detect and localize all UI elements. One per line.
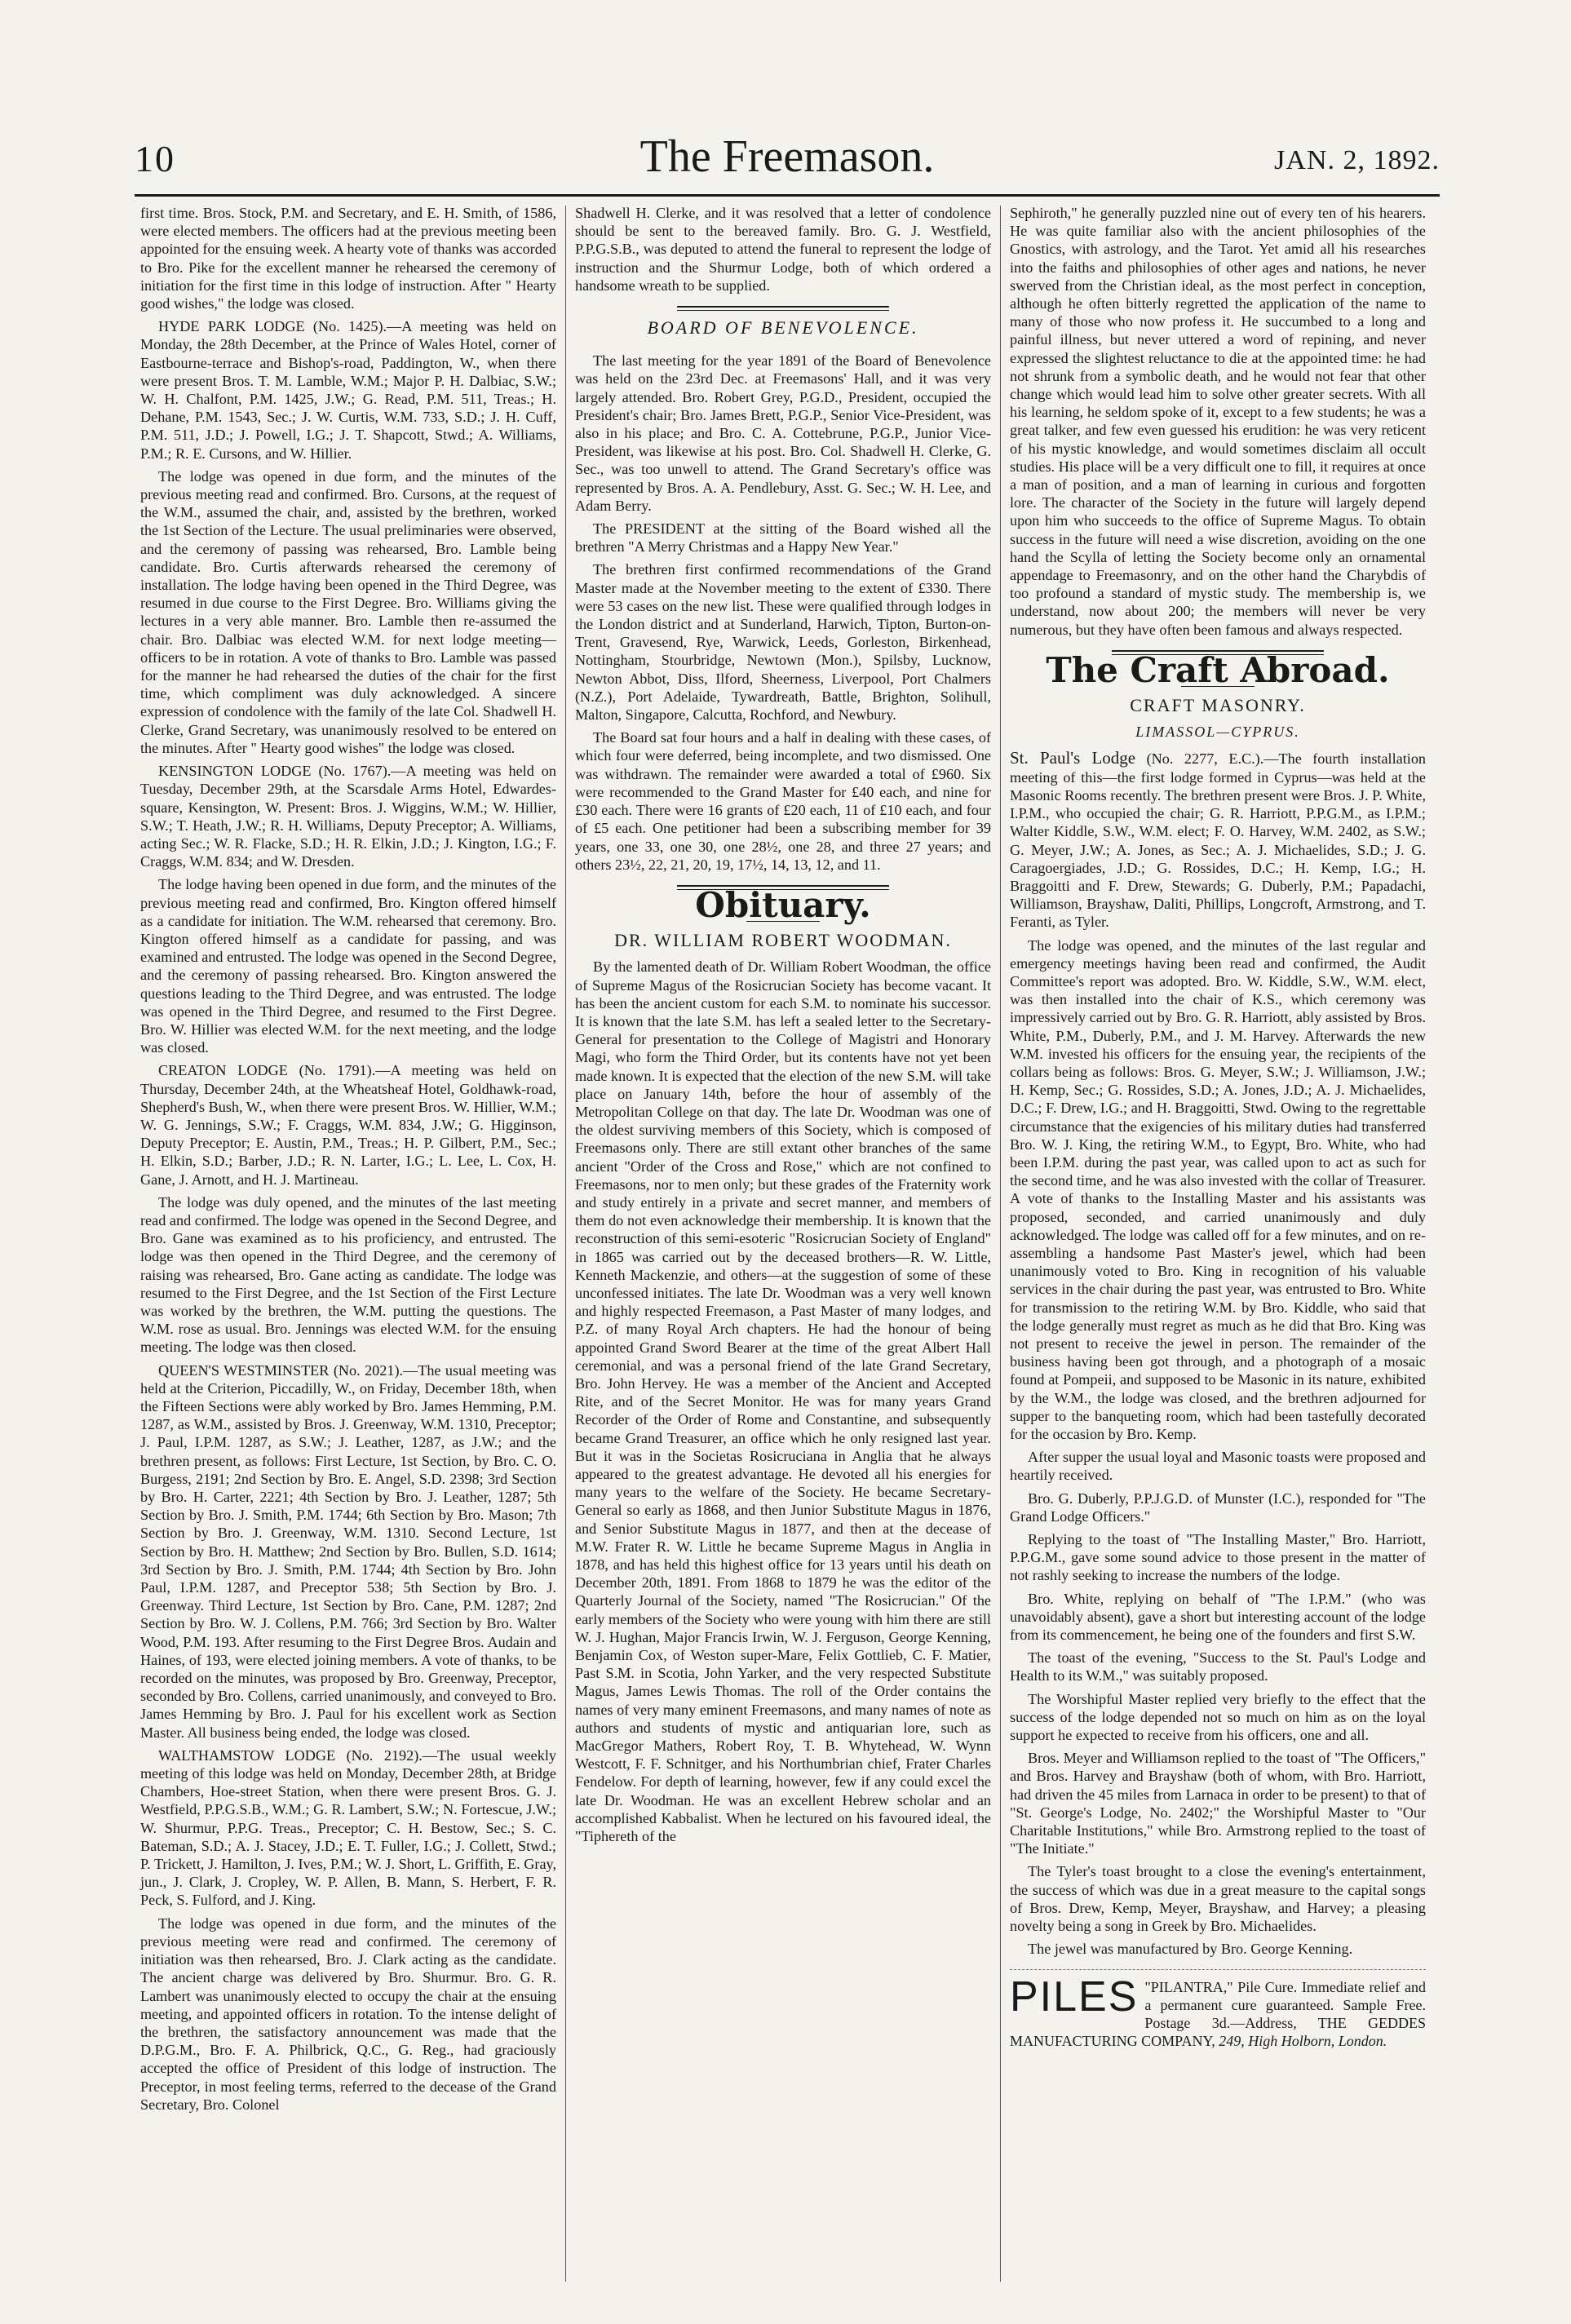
masthead-rule <box>135 194 1440 197</box>
abroad-paragraph: The lodge was opened, and the minutes of the last regular and emergency meetings having been read and confirmed, the Audit Committee's report was adopted. Bro. W. Kiddle, S.W., W.M. elect, was then installed into the chair of K.S., which ceremony was impressively carried out by Bro. G. R. Harriott, ably assisted by Bros. White, P.M., Duberly, P.M., and J. M. Harvey. Afterwards the new W.M. invested his officers for the ensuing year, the recipients of the collars being as follows: Bros. G. Meyer, S.W.; J. Williamson, J.W.; H. Kemp, Sec.; G. Rossides, S.D.; A. Jones, J.D.; A. J. Michaelides, D.C.; F. Drew, I.G.; and H. Braggoitti, Stwd. Owing to the regrettable circumstance that the exigencies of his military duties had transferred Bro. W. J. King, the retiring W.M., to Egypt, Bro. White, who had been I.P.M. during the past year, was called upon to act as such for the second time, and he was also invested with the collar of Treasurer. A vote of thanks to the Installing Master and his assistants was proposed, seconded, and carried unanimously and duly acknowledged. The lodge was called off for a few minutes, and on re-assembling a handsome Past Master's jewel, which had been unanimously voted to Bro. King in recognition of his valuable services in the chair during the past year, was entrusted to Bro. White for transmission to the retiring W.M. by Bro. Kiddle, who said that the lodge generally must regret as much as he did that Bro. King was not present to receive the jewel in person. The remainder of the business having been got through, and a photograph of a mosaic found at Pompeii, and supposed to be Masonic in its nature, exhibited by the W.M., the lodge was closed, and the brethren adjourned for supper to the banqueting room, which had been tastefully decorated for the occasion by Bro. Kemp. <box>1010 936 1426 1442</box>
lodge-number: (No. 2277, E.C.). <box>1146 750 1264 768</box>
abroad-paragraph: The jewel was manufactured by Bro. George Kenning. <box>1028 1941 1353 1958</box>
column-1 <box>140 204 556 2118</box>
obituary-paragraph: By the lamented death of Dr. William Robert Woodman, the office of Supreme Magus of the Rosicrucian Society has become vacant. It has been the ancient custom for each S.M. to nominate his successor. It is known that the late S.M. has left a sealed letter to the Secretary-General for presentation to the College of Magistri and Honorary Magi, who form the Third Order, but its contents have not yet been made known. It is expected that the election of the new S.M. will take place on January 14th, before the hour of assembly of the Metropolitan College on that day. The late Dr. Woodman was one of the oldest surviving members of this Society, which is composed of Freemasons only. There are still extant other branches of the same ancient "Order of the Cross and Rose," which are not confined to Freemasons, nor to men only; but these grades of the Fraternity work and study entirely in a private and secret manner, and members of them do not even acknowledge their membership. It is known that the reconstruction of this semi-esoteric "Rosicrucian Society of England" in 1865 was carried out by the deceased brothers—R. W. Little, Kenneth Mackenzie, and others—at the suggestion of some of these unconfessed initiates. The late Dr. Woodman was a very well known and highly respected Freemason, a Past Master of many lodges, and P.Z. of many Royal Arch chapters. He had the honour of being appointed Grand Sword Bearer at the time of the great Albert Hall ceremonial, and was a personal friend of the late Grand Secretary, Bro. John Hervey. He was a member of the Ancient and Accepted Rite, and of the Secret Monitor. He was for many years Grand Recorder of the Order of Rome and Constantine, and subsequently became Grand Treasurer, an office which he only resigned last year. But it was in the Societas Rosicruciana in Anglia that he always appeared to the greatest advantage. He devoted all his energies for many years to the welfare of the Society. He became Secretary-General so early as 1868, and then Junior Substitute Magus in 1876, and Senior Substitute Magus in 1877, and then at the decease of M.W. Frater R. W. Little he became Supreme Magus in Anglia in 1878, and has held this highest office for 13 years until his death on December 20th, 1891. From 1868 to 1879 he was the editor of the Quarterly Journal of the Society, named "The Rosicrucian." Of the early members of the Society who were young with him there are still W. J. Hughan, Major Francis Irwin, W. J. Ferguson, George Kenning, Benjamin Cox, of Weston super-Mare, Felix Gottlieb, C. F. Matier, Past S.M. in Scotia, John Yarker, and the very respected Substitute Magus, James Lewis Thomas. The roll of the Order contains the names of very many eminent Freemasons, and many names of note as authors and students of mystic and antiquarian lore, such as MacGregor Mathers, Robert Roy, T. B. Whytehead, W. Wynn Westcott, F. F. Schnitger, and his Northumbrian chief, Frater Charles Fendelow. For depth of learning, however, few if any could excel the late Dr. Woodman. He was an excellent Hebrew scholar and an accomplished Kabbalist. When he lectured on his favoured ideal, the "Tiphereth of the <box>575 958 991 1845</box>
abroad-paragraph: The Worshipful Master replied very briefly to the effect that the success of the lodge depended not so much on him as on the loyal support he expected to receive from his officers, one and all. <box>1010 1690 1426 1744</box>
obituary-subheading: DR. WILLIAM ROBERT WOODMAN. <box>614 930 952 951</box>
lodge-report: CREATON LODGE (No. 1791).—A meeting was held on Thursday, December 24th, at the Wheatsheaf Hotel, Goldhawk-road, Shepherd's Bush, W., when there were present Bros. W. Hillier, W.M.; W. G. Jennings, S.W.; F. Craggs, W.M. 834, J.W.; G. Higginson, Deputy Preceptor; E. Austin, P.M., Treas.; H. P. Gilbert, P.M., Sec.; H. Elkin, S.D.; Barber, J.D.; R. N. Larter, I.G.; L. Lee, L. Cox, H. Gane, J. Arnott, and H. J. Martineau. <box>140 1062 556 1188</box>
lodge-title: St. Paul's Lodge <box>1010 748 1136 768</box>
article-paragraph: The lodge was opened in due form, and the minutes of the previous meeting were read and confirmed. The ceremony of initiation was then rehearsed, Bro. J. Clark acting as the candidate. The ancient charge was delivered by Bro. Shurmur. Bro. G. R. Lambert was unanimously elected to occupy the chair at the ensuing meeting, and appointed officers in rotation. To the intense delight of the brethren, the satisfactory announcement was made that the D.P.G.M., Bro. F. A. Philbrick, Q.C., G. Reg., had graciously accepted the office of President of this lodge of instruction. The Preceptor, in most feeling terms, referred to the decease of the Grand Secretary, Bro. Colonel <box>140 1915 556 2113</box>
article-paragraph: The lodge having been opened in due form, and the minutes of the previous meeting read and confirmed, Bro. Kington offered himself as a candidate for initiation. The W.M. rehearsed that ceremony. Bro. Kington offered himself as a candidate for passing, and was examined and entrusted. The lodge was opened in the Second Degree, and the ceremony of passing rehearsed. Bro. Kington answered the questions leading to the Third Degree, and was entrusted. The lodge was opened in the Third Degree, and resumed to the First Degree. Bro. W. Hillier was elected W.M. for the next meeting, and the lodge was closed. <box>140 876 556 1056</box>
masthead <box>135 131 1440 196</box>
benevolence-heading: BOARD OF BENEVOLENCE. <box>647 317 919 339</box>
issue-date: JAN. 2, 1892. <box>1274 145 1440 175</box>
advert-big-word: PILES <box>1010 1973 1139 2021</box>
abroad-paragraph: —The fourth installation meeting of this—the first lodge formed in Cyprus—was held at the Masonic Rooms recently. The brethren present were Bros. J. P. White, I.P.M., who occupied the chair; G. R. Harriott, P.P.G.M., as I.P.M.; Walter Kiddle, S.W., W.M. elect; F. O. Harvey, W.M. 2402, as S.W.; G. Meyer, J.W.; A. Jones, as Sec.; A. J. Michaelides, S.D.; J. G. Caragoergiades, J.D.; G. Rossides, D.C.; H. Kemp, I.G.; H. Braggoitti and F. Drew, Stewards; G. Duberly, P.M.; Papadachi, Williamson, Brayshaw, Daliti, Phillips, Longcroft, Armstrong, and T. Feranti, as Tyler. <box>1010 750 1427 931</box>
abroad-paragraph: Bro. White, replying on behalf of "The I.P.M." (who was unavoidably absent), gave a short but interesting account of the lodge from its commencement, he being one of the founders and first S.W. <box>1010 1590 1426 1644</box>
column-divider <box>565 206 566 2282</box>
abroad-paragraph: The Tyler's toast brought to a close the evening's entertainment, the success of which was due in a great measure to the capital songs of Bros. Drew, Kemp, Meyer, Brayshaw, and Harvey; a pleasing novelty being a song in Greek by Bro. Michaelides. <box>1010 1863 1426 1935</box>
lodge-report: WALTHAMSTOW LODGE (No. 2192).—The usual weekly meeting of this lodge was held on Monday, December 28th, at Bridge Chambers, Hoe-street Station, when there were present Bros. G. J. Westfield, P.P.G.S.B., W.M.; G. R. Lambert, S.W.; N. Fortescue, J.W.; W. Shurmur, P.P.G. Treas., Preceptor; C. H. Bestow, Sec.; S. C. Bateman, S.D.; A. J. Stacey, J.D.; E. T. Fuller, I.G.; J. Collett, Stwd.; P. Trickett, J. Hamilton, J. Ives, P.M.; W. J. Short, L. Griffith, E. Gray, jun., J. Clark, J. Cropley, W. P. Allen, B. Mann, S. Herbert, F. R. Peck, S. Fulford, and J. King. <box>140 1746 556 1909</box>
advert-text: "PILANTRA," Pile Cure. Immediate relief and a permanent cure guaranteed. Sample Free. Postage 3d.—Address, THE GEDDES MANUFACTURING COMPANY, <box>1010 1979 1426 2050</box>
newspaper-title: The Freemason. <box>639 131 935 182</box>
benevolence-paragraph: The Board sat four hours and a half in dealing with these cases, of which four were deferred, being incomplete, and two dismissed. One was withdrawn. The remainder were awarded a total of £960. Six were recommended to the Grand Master for £40 each, and nine for £30 each. There were 16 grants of £20 each, 11 of £10 each, and four of £5 each. One petitioner had been a subscribing member for 39 years, one 33, one 30, one 28½, one 28, and three 27 years; and others 23½, 22, 21, 20, 19, 17½, 14, 13, 12, and 11. <box>575 729 991 873</box>
obituary-heading: Obituary. <box>695 884 871 925</box>
column-divider <box>1000 206 1001 2282</box>
lodge-report: KENSINGTON LODGE (No. 1767).—A meeting was held on Tuesday, December 29th, at the Scarsdale Arms Hotel, Edwardes-square, Kensington, W. Present: Bros. J. Wiggins, W.M.; W. Hillier, S.W.; T. Heath, J.W.; R. H. Williams, Deputy Preceptor; A. Williams, acting Sec.; W. R. Flacke, S.D.; H. R. Elkin, J.D.; J. Kington, I.G.; F. Craggs, W.M. 834; and W. Dresden. <box>140 763 556 870</box>
craft-masonry-subheading: CRAFT MASONRY. <box>1130 695 1306 716</box>
piles-advertisement <box>1010 1969 1426 2050</box>
place-heading: LIMASSOL—CYPRUS. <box>1135 724 1300 741</box>
craft-abroad-heading: The Craft Abroad. <box>1046 649 1390 690</box>
page-number: 10 <box>135 138 175 179</box>
article-paragraph: first time. Bros. Stock, P.M. and Secretary, and E. H. Smith, of 1586, were elected members. The officers had at the previous meeting been appointed for the ensuing week. A hearty vote of thanks was accorded to Bro. Pike for the excellent manner he rehearsed the ceremony of initiation for the first time in this lodge of instruction. After " Hearty good wishes," the lodge was closed. <box>140 205 556 312</box>
abroad-paragraph: After supper the usual loyal and Masonic toasts were proposed and heartily received. <box>1010 1449 1426 1484</box>
abroad-paragraph: Replying to the toast of "The Installing Master," Bro. Harriott, P.P.G.M., gave some sound advice to those present in the matter of not rashly seeking to increase the numbers of the lodge. <box>1010 1531 1426 1584</box>
benevolence-paragraph: The PRESIDENT at the sitting of the Board wished all the brethren "A Merry Christmas and a Happy New Year." <box>575 520 991 556</box>
lodge-report: QUEEN'S WESTMINSTER (No. 2021).—The usual meeting was held at the Criterion, Piccadilly, W., on Friday, December 18th, when the Fifteen Sections were ably worked by Bro. James Hemming, P.M. 1287, as W.M., assisted by Bros. J. Greenway, W.M. 1310, Preceptor; J. Paul, I.P.M. 1287, as S.W.; J. Leather, 1287, as J.W.; and the brethren present, as follows: First Lecture, 1st Section, by Bro. C. O. Burgess, 2191; 2nd Section by Bro. E. Angel, S.D. 2398; 3rd Section by Bro. H. Carter, 2221; 4th Section by Bro. J. Leather, 1287; 5th Section by Bro. J. Smith, P.M. 1744; 6th Section by Bro. Mason; 7th Section by Bro. J. Greenway, W.M. 1310. Second Lecture, 1st Section by Bro. H. Matthew; 2nd Section by Bro. Bullen, S.D. 1614; 3rd Section by Bro. J. Smith, P.M. 1744; 4th Section by Bro. John Paul, I.P.M. 1287, and Preceptor 538; 5th Section by Bro. J. Greenway. Third Lecture, 1st Section by Bro. Cane, P.M. 1287; 2nd Section by Bro. W. J. Collens, P.M. 766; 3rd Section by Bro. Walter Wood, P.M. 193. After resuming to the First Degree Bros. Audain and Haines, of 193, were elected joining members. A vote of thanks, to be recorded on the minutes, was proposed by Bro. Greenway, Preceptor, seconded by Bro. Collens, carried unanimously, and conveyed to Bro. James Hemming by Bro. J. Paul for his excellent work as Section Master. All business being ended, the lodge was closed. <box>140 1361 556 1741</box>
abroad-paragraph: Bros. Meyer and Williamson replied to the toast of "The Officers," and Bros. Harvey and Brayshaw (both of whom, with Bro. Harriott, had driven the 45 miles from Larnaca in order to be present) to that of "St. George's Lodge, No. 2402;" the Worshipful Master to "Our Charitable Institutions," while Bro. Armstrong replied to the toast of "The Initiate." <box>1010 1750 1426 1857</box>
article-paragraph: Shadwell H. Clerke, and it was resolved that a letter of condolence should be sent to the bereaved family. Bro. G. J. Westfield, P.P.G.S.B., was deputed to attend the funeral to represent the lodge of instruction and the Shurmur Lodge, both of which ordered a handsome wreath to be supplied. <box>575 205 991 294</box>
column-2 <box>575 204 991 1850</box>
lodge-report: HYDE PARK LODGE (No. 1425).—A meeting was held on Monday, the 28th December, at the Prince of Wales Hotel, corner of Eastbourne-terrace and Bishop's-road, Paddington, W., when there were present Bros. T. M. Lamble, W.M.; Major P. H. Dalbiac, S.W.; W. H. Chalfont, P.M. 1425, J.W.; G. Read, P.M. 511, Treas.; H. Dehane, P.M. 1543, Sec.; J. W. Curtis, W.M. 733, S.D.; J. H. Cuff, P.M. 511, J.D.; J. Powell, I.G.; J. T. Shapcott, Stwd.; A. Williams, P.M.; R. E. Cursons, and W. Hillier. <box>140 318 556 462</box>
article-paragraph: The lodge was opened in due form, and the minutes of the previous meeting read and confirmed. Bro. Cursons, at the request of the W.M., assumed the chair, and, assisted by the brethren, worked the 1st Section of the Lecture. The usual preliminaries were observed, and the ceremony of passing was rehearsed, Bro. Lamble being candidate. Bro. Curtis afterwards rehearsed the ceremony of installation. The lodge having been opened in the Third Degree, was resumed in due course to the First Degree. Bro. Williams giving the lectures in a very able manner. Bro. Lamble then re-assumed the chair. Bro. Dalbiac was elected W.M. for next lodge meeting—officers to be in rotation. A vote of thanks to Bro. Lamble was passed for the manner he had rehearsed the duties of the chair for the first time, which compliment was duly acknowledged. A sincere expression of condolence with the family of the late Col. Shadwell H. Clerke, Grand Secretary, was unanimously resolved to be entered on the minutes. After " Hearty good wishes" the lodge was closed. <box>140 467 556 756</box>
benevolence-paragraph: The last meeting for the year 1891 of the Board of Benevolence was held on the 23rd Dec. at Freemasons' Hall, and it was very largely attended. Bro. Robert Grey, P.G.D., President, occupied the President's chair; Bro. James Brett, P.G.P., Senior Vice-President, was also in his place; and Bro. C. A. Cottebrune, P.G.P., Junior Vice-President, was likewise at his post. Bro. Col. Shadwell H. Clerke, G. Sec., was too unwell to attend. The Grand Secretary's office was represented by Bros. A. A. Pendlebury, Asst. G. Sec.; W. H. Lee, and Adam Berry. <box>575 352 991 514</box>
section-rule <box>677 306 889 311</box>
column-3 <box>1010 204 1426 2050</box>
abroad-paragraph: The toast of the evening, "Success to the St. Paul's Lodge and Health to its W.M.," was suitably proposed. <box>1010 1649 1426 1684</box>
benevolence-paragraph: The brethren first confirmed recommendations of the Grand Master made at the November meeting to the extent of £330. There were 53 cases on the new list. These were qualified through lodges in the London district and at Sunderland, Harwich, Tipton, Burton-on-Trent, Gravesend, Rye, Warwick, Leeds, Gorleston, Birkenhead, Nottingham, Stourbridge, Newtown (Mon.), Spilsby, Lucknow, Newton Abbot, Diss, Ilford, Sheerness, Liverpool, Port Chalmers (N.Z.), Port Adelaide, Tywardreath, Battle, Brighton, Solihull, Malton, Singapore, Calcutta, Rochford, and Newbury. <box>575 561 991 724</box>
article-paragraph: The lodge was duly opened, and the minutes of the last meeting read and confirmed. The lodge was opened in the Second Degree, and Bro. Gane was examined as to his proficiency, and entrusted. The lodge was then opened in the Third Degree, and the ceremony of raising was rehearsed, Bro. Gane acting as candidate. The lodge was resumed to the First Degree, and the 1st Section of the First Lecture was worked by the brethren, the W.M. putting the questions. The W.M. rose as usual. Bro. Jennings was elected W.M. for the ensuing meeting. The lodge was then closed. <box>140 1193 556 1356</box>
abroad-paragraph: Bro. G. Duberly, P.P.J.G.D. of Munster (I.C.), responded for "The Grand Lodge Officers." <box>1010 1490 1426 1525</box>
advert-address: 249, High Holborn, London. <box>1219 2033 1387 2050</box>
article-paragraph: Sephiroth," he generally puzzled nine out of every ten of his hearers. He was quite familiar also with the ancient philosophies of the Gnostics, with astrology, and the Tarot. Yet amid all his researches into the faiths and philosophies of other ages and nations, he never swerved from the Christian ideal, as the most perfect in conception, although he often bitterly regretted the application of the name to many of those who now profess it. He succumbed to a long and painful illness, but never uttered a word of repining, and never expressed the slightest reluctance to die at the appointed time: he had not shrunk from a symbolic death, and he would not fear that other change which would lead him to solve other greater secrets. With all his learning, he seldom spoke of it, except to a few students; he was a great talker, and few even guessed his erudition: he was very reticent of his mystic knowledge, and would sometimes disclaim all occult studies. His place will be a very difficult one to fill, it requires at once a man of position, and a man of learning in curious and forgotten lore. The character of the Society in the future will largely depend upon him who succeeds to the office of Supreme Magus. To obtain success in the future will need a wise discretion, avoiding on the one hand the Scylla of letting the Society become only an ornamental appendage to Freemasonry, and on the other hand the Charybdis of too profound a standard of mystic study. The membership is, we understand, now about 200; the members will never be very numerous, but they have often been famous and always respected. <box>1010 205 1426 638</box>
